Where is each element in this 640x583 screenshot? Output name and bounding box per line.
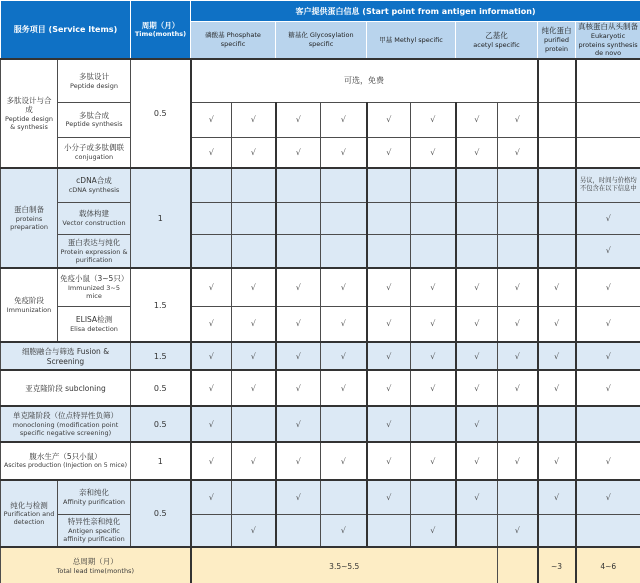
row-conjugation-zh: 小分子或多肽偶联 [64, 143, 124, 153]
check-cell: √ [456, 480, 498, 514]
check-cell: √ [367, 342, 411, 370]
check-cell [498, 406, 538, 442]
check-cell [232, 234, 276, 268]
row-affinity-en: Affinity purification [63, 498, 125, 507]
check-cell [538, 137, 576, 168]
check-cell: √ [232, 102, 276, 137]
banner-antigen-info: 客户提供蛋白信息 (Start point from antigen information) [191, 1, 640, 22]
check-cell: √ [456, 442, 498, 480]
optional-free-cell: 可选，免费 [191, 59, 538, 102]
group-peptide-en: Peptide design & synthesis [5, 115, 53, 132]
col-header-glycosylation: 糖基化 Glycosylation specific [276, 22, 367, 60]
group-purif-zh: 纯化与检测 [10, 500, 48, 510]
row-peptide-design [58, 59, 131, 102]
header-time-en: Time(months) [134, 30, 187, 39]
check-cell: √ [498, 102, 538, 137]
row-cdna-zh: cDNA合成 [76, 176, 112, 186]
time-subcloning: 0.5 [131, 370, 191, 406]
row-sp-affinity-zh: 特异性亲和纯化 [67, 517, 121, 527]
check-cell: √ [456, 406, 498, 442]
check-cell: √ [411, 268, 456, 306]
check-cell: √ [456, 306, 498, 342]
row-vector-construction [58, 202, 131, 234]
row-ascites-zh: 腹水生产（5只小鼠） [29, 452, 102, 462]
check-cell [498, 480, 538, 514]
check-cell [498, 234, 538, 268]
row-monocloning-zh: 单克隆阶段（位点特异性负筛） [13, 411, 118, 421]
col-header-denovo-zh: 真核蛋白从头制备 [578, 22, 639, 31]
check-cell: √ [411, 306, 456, 342]
check-cell [276, 234, 321, 268]
row-elisa-detection [58, 306, 131, 342]
row-mice-en: Immunized 3~5 mice [68, 284, 120, 301]
row-affinity-purification [58, 480, 131, 514]
check-cell: √ [411, 370, 456, 406]
group-immun-en: Immunization [6, 305, 52, 314]
check-cell [321, 234, 367, 268]
check-cell: √ [456, 137, 498, 168]
check-cell: √ [498, 268, 538, 306]
col-header-acetyl-en: acetyl specific [473, 40, 520, 49]
check-cell [232, 168, 276, 202]
check-cell [232, 202, 276, 234]
check-cell [411, 234, 456, 268]
check-cell [191, 514, 232, 547]
row-conjugation [58, 137, 131, 168]
empty-cell [538, 59, 576, 102]
group-peptide-zh: 多肽设计与合成 [6, 95, 52, 115]
check-cell [191, 202, 232, 234]
check-cell: √ [538, 342, 576, 370]
check-cell: √ [232, 442, 276, 480]
check-cell [411, 202, 456, 234]
row-design-en: Peptide design [70, 81, 118, 90]
check-cell: √ [321, 370, 367, 406]
group-immunization [1, 268, 58, 342]
check-cell: √ [191, 406, 232, 442]
check-cell: √ [367, 480, 411, 514]
check-cell: √ [576, 342, 640, 370]
check-cell: √ [367, 102, 411, 137]
check-cell [498, 202, 538, 234]
check-cell: √ [498, 306, 538, 342]
row-ascites-en: Ascites production (Injection on 5 mice) [3, 462, 128, 470]
check-cell: √ [576, 480, 640, 514]
check-cell [232, 406, 276, 442]
check-cell: √ [232, 514, 276, 547]
check-cell: √ [538, 370, 576, 406]
check-cell: √ [276, 102, 321, 137]
total-purified-value: ~3 [538, 547, 576, 583]
row-synthesis-zh: 多肽合成 [79, 110, 109, 120]
check-cell: √ [276, 406, 321, 442]
row-immunized-mice [58, 268, 131, 306]
empty-cell [576, 59, 640, 102]
check-cell [321, 406, 367, 442]
group-protein-preparation [1, 168, 58, 268]
check-cell [456, 202, 498, 234]
check-cell: √ [411, 342, 456, 370]
total-lead-time-label [1, 547, 191, 583]
check-cell: √ [276, 480, 321, 514]
row-ascites-production [1, 442, 131, 480]
check-cell [321, 168, 367, 202]
col-header-denovo [576, 22, 640, 60]
check-cell: √ [367, 268, 411, 306]
check-cell: √ [538, 480, 576, 514]
group-protein-zh: 蛋白制备 [14, 205, 44, 215]
check-cell [367, 234, 411, 268]
check-cell: √ [276, 370, 321, 406]
check-cell: √ [276, 306, 321, 342]
check-cell: √ [411, 514, 456, 547]
check-cell: √ [498, 514, 538, 547]
check-cell [276, 168, 321, 202]
check-cell: √ [232, 370, 276, 406]
row-sp-affinity-en: Antigen specific affinity purification [63, 527, 125, 544]
check-cell: √ [498, 442, 538, 480]
group-peptide-design [1, 59, 58, 168]
time-immunization-group: 1.5 [131, 268, 191, 342]
col-header-phosphate: 磷酸基 Phosphate specific [191, 22, 276, 60]
check-cell: √ [191, 342, 232, 370]
total-denovo-value: 4~6 [576, 547, 640, 583]
row-synthesis-en: Peptide synthesis [65, 120, 123, 129]
check-cell [538, 102, 576, 137]
row-expression-zh: 蛋白表达与纯化 [67, 237, 121, 247]
check-cell [321, 480, 367, 514]
check-cell: √ [538, 306, 576, 342]
check-cell: √ [191, 306, 232, 342]
check-cell: √ [456, 342, 498, 370]
check-cell: √ [321, 306, 367, 342]
row-protein-expression [58, 234, 131, 268]
check-cell [456, 234, 498, 268]
check-cell [321, 202, 367, 234]
check-cell: √ [276, 442, 321, 480]
row-mice-zh: 免疫小鼠（3~5只） [60, 274, 129, 284]
check-cell: √ [321, 102, 367, 137]
check-cell: √ [276, 342, 321, 370]
check-cell: √ [321, 514, 367, 547]
check-cell: √ [191, 370, 232, 406]
total-label-en: Total lead time(months) [56, 567, 134, 576]
col-header-denovo-en: Eukaryotic proteins synthesis de novo [578, 31, 638, 58]
check-cell [538, 168, 576, 202]
check-cell: √ [191, 268, 232, 306]
check-cell [456, 514, 498, 547]
check-cell: √ [321, 137, 367, 168]
check-cell: √ [576, 442, 640, 480]
row-design-zh: 多肽设计 [79, 71, 109, 81]
total-gap-cell [498, 547, 538, 583]
check-cell: √ [498, 342, 538, 370]
check-cell [498, 168, 538, 202]
col-header-purified-zh: 纯化蛋白 [541, 26, 572, 36]
check-cell: √ [498, 370, 538, 406]
check-cell: √ [498, 137, 538, 168]
check-cell: √ [456, 370, 498, 406]
header-time-months [131, 1, 191, 60]
denovo-note-cell: 另议，时间与价格均不包含在以下信息中 [576, 168, 640, 202]
check-cell: √ [276, 268, 321, 306]
row-cdna-en: cDNA synthesis [68, 186, 120, 195]
check-cell [232, 480, 276, 514]
row-monocloning-en: monocloning (modification point specific negative screening) [12, 420, 119, 437]
row-peptide-synthesis [58, 102, 131, 137]
check-cell: √ [411, 137, 456, 168]
check-cell: √ [191, 442, 232, 480]
row-specific-affinity [58, 514, 131, 547]
check-cell [276, 514, 321, 547]
time-protein-group: 1 [131, 168, 191, 268]
row-subcloning: 亚克隆阶段 subcloning [1, 370, 131, 406]
check-cell: √ [191, 102, 232, 137]
check-cell [411, 406, 456, 442]
check-cell: √ [367, 306, 411, 342]
row-conjugation-en: conjugation [74, 153, 114, 162]
check-cell [576, 406, 640, 442]
check-cell: √ [232, 306, 276, 342]
check-cell [456, 168, 498, 202]
col-header-acetyl-zh: 乙基化 [485, 30, 508, 40]
row-cdna-synthesis [58, 168, 131, 202]
group-immun-zh: 免疫阶段 [14, 296, 44, 306]
check-cell [538, 234, 576, 268]
check-cell [411, 480, 456, 514]
col-header-methyl: 甲基 Methyl specific [367, 22, 456, 60]
check-cell [411, 168, 456, 202]
check-cell: √ [538, 442, 576, 480]
check-cell: √ [232, 342, 276, 370]
check-cell: √ [191, 480, 232, 514]
time-fusion: 1.5 [131, 342, 191, 370]
check-cell [367, 202, 411, 234]
check-cell [538, 202, 576, 234]
time-monocloning: 0.5 [131, 406, 191, 442]
total-antigen-value: 3.5~5.5 [191, 547, 498, 583]
row-fusion-screening: 细胞融合与筛选 Fusion & Screening [1, 342, 131, 370]
row-vector-zh: 载体构建 [79, 209, 109, 219]
check-cell [576, 137, 640, 168]
header-service-items: 服务项目 (Service Items) [1, 1, 131, 60]
row-expression-en: Protein expression & purification [60, 247, 128, 264]
check-cell [538, 514, 576, 547]
check-cell [576, 102, 640, 137]
check-cell: √ [576, 234, 640, 268]
col-header-purified-en: purified protein [544, 36, 569, 53]
row-elisa-en: Elisa detection [70, 324, 118, 333]
check-cell: √ [232, 268, 276, 306]
check-cell: √ [576, 268, 640, 306]
time-peptide-group: 0.5 [131, 59, 191, 168]
check-cell: √ [411, 442, 456, 480]
check-cell: √ [576, 370, 640, 406]
check-cell: √ [232, 137, 276, 168]
check-cell: √ [576, 202, 640, 234]
check-cell: √ [191, 137, 232, 168]
row-vector-en: Vector construction [62, 218, 126, 227]
check-cell: √ [456, 268, 498, 306]
check-cell: √ [411, 102, 456, 137]
check-cell: √ [321, 442, 367, 480]
check-cell: √ [276, 137, 321, 168]
row-affinity-zh: 亲和纯化 [79, 488, 109, 498]
row-elisa-zh: ELISA检测 [75, 314, 113, 324]
check-cell [191, 234, 232, 268]
col-header-purified-protein [538, 22, 576, 60]
group-purif-en: Purification and detection [3, 510, 55, 527]
row-monocloning [1, 406, 131, 442]
check-cell: √ [456, 102, 498, 137]
check-cell: √ [367, 137, 411, 168]
group-protein-en: proteins preparation [10, 214, 48, 231]
check-cell [367, 514, 411, 547]
time-ascites: 1 [131, 442, 191, 480]
check-cell: √ [321, 342, 367, 370]
check-cell: √ [367, 442, 411, 480]
check-cell [538, 406, 576, 442]
check-cell [576, 514, 640, 547]
check-cell [191, 168, 232, 202]
check-cell: √ [367, 370, 411, 406]
col-header-acetyl [456, 22, 538, 60]
check-cell: √ [538, 268, 576, 306]
time-purification-group: 0.5 [131, 480, 191, 547]
check-cell: √ [367, 406, 411, 442]
check-cell [276, 202, 321, 234]
check-cell [367, 168, 411, 202]
group-purification-detection [1, 480, 58, 547]
check-cell: √ [321, 268, 367, 306]
total-label-zh: 总周期（月） [72, 557, 118, 567]
check-cell: √ [576, 306, 640, 342]
header-time-zh: 周期（月） [141, 20, 180, 30]
